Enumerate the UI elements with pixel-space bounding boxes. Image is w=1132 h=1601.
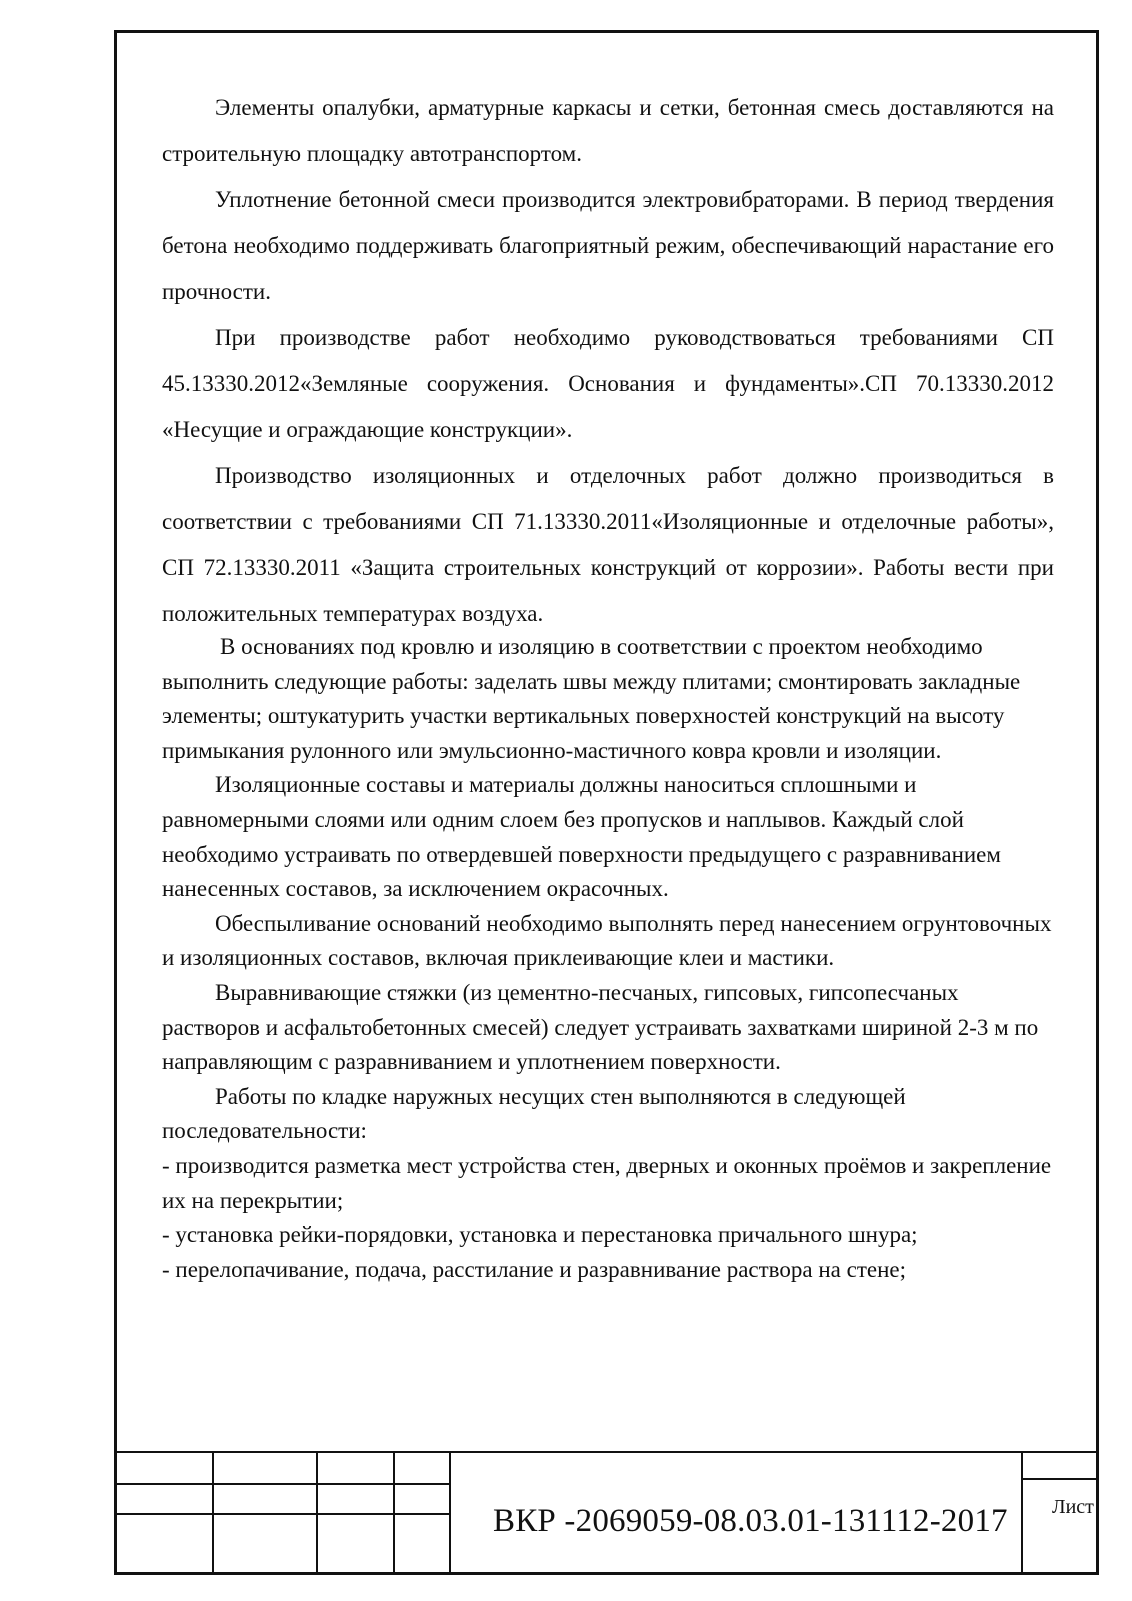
paragraph: Изоляционные составы и материалы должны наноситься сплошными и равномерными слоями или одним слоем без пропусков и наплывов. Каждый слой необходимо устраивать по отвердевшей поверхности предыдущего с разравниванием нанесенных составов, за исключением окрасочных. xyxy=(162,772,1001,902)
spaced-text-block xyxy=(162,85,1054,637)
paragraph: Элементы опалубки, арматурные каркасы и сетки, бетонная смесь доставляются на строительную площадку автотранспортом. xyxy=(162,95,1054,166)
stamp-column-line xyxy=(1021,1451,1023,1575)
stamp-row-line xyxy=(114,1513,451,1515)
stamp-column-line xyxy=(316,1451,318,1575)
list-item: - производится разметка мест устройства стен, дверных и оконных проёмов и закрепление их на перекрытии; xyxy=(162,1152,1052,1213)
stamp-row-line xyxy=(114,1483,451,1485)
stamp-top-line xyxy=(114,1451,1099,1453)
stamp-column-line xyxy=(212,1451,214,1575)
document-code: ВКР -2069059-08.03.01-131112-2017 xyxy=(493,1503,1008,1539)
paragraph: Уплотнение бетонной смеси производится электровибраторами. В период твердения бетона необходимо поддерживать благоприятный режим, обеспечивающий нарастание его прочности. xyxy=(162,187,1054,304)
single-spaced-text-block xyxy=(162,630,1054,1287)
paragraph: Работы по кладке наружных несущих стен выполняются в следующей последовательности: xyxy=(162,1083,906,1144)
stamp-column-line xyxy=(393,1451,395,1575)
list-item: - установка рейки-порядовки, установка и перестановка причального шнура; xyxy=(162,1222,918,1248)
paragraph: Выравнивающие стяжки (из цементно-песчаных, гипсовых, гипсопесчаных растворов и асфальтобетонных смесей) следует устраивать захватками шириной 2-3 м по направляющим с разравниванием и уплотнением поверхности. xyxy=(162,979,1039,1075)
sheet-cell-line xyxy=(1021,1478,1099,1480)
paragraph: Обеспыливание оснований необходимо выполнять перед нанесением огрунтовочных и изоляционных составов, включая приклеивающие клеи и мастики. xyxy=(162,910,1052,971)
stamp-column-line xyxy=(449,1451,451,1575)
list-item: - перелопачивание, подача, расстилание и разравнивание раствора на стене; xyxy=(162,1256,906,1282)
sheet-label: Лист xyxy=(1052,1496,1094,1518)
paragraph: Производство изоляционных и отделочных работ должно производиться в соответствии с требованиями СП 71.13330.2011«Изоляционные и отделочные работы», СП 72.13330.2011 «Защита строительных конструкций от коррозии». Работы вести при положительных температурах воздуха. xyxy=(162,463,1054,626)
paragraph: В основаниях под кровлю и изоляцию в соответствии с проектом необходимо выполнить следующие работы: заделать швы между плитами; смонтировать закладные элементы; оштукатурить участки вертикальных поверхностей конструкций на высоту примыкания рулонного или эмульсионно-мастичного ковра кровли и изоляции. xyxy=(162,634,1021,763)
paragraph: При производстве работ необходимо руководствоваться требованиями СП 45.13330.2012«Земляные сооружения. Основания и фундаменты».СП 70.13330.2012 «Несущие и ограждающие конструкции». xyxy=(162,325,1054,442)
